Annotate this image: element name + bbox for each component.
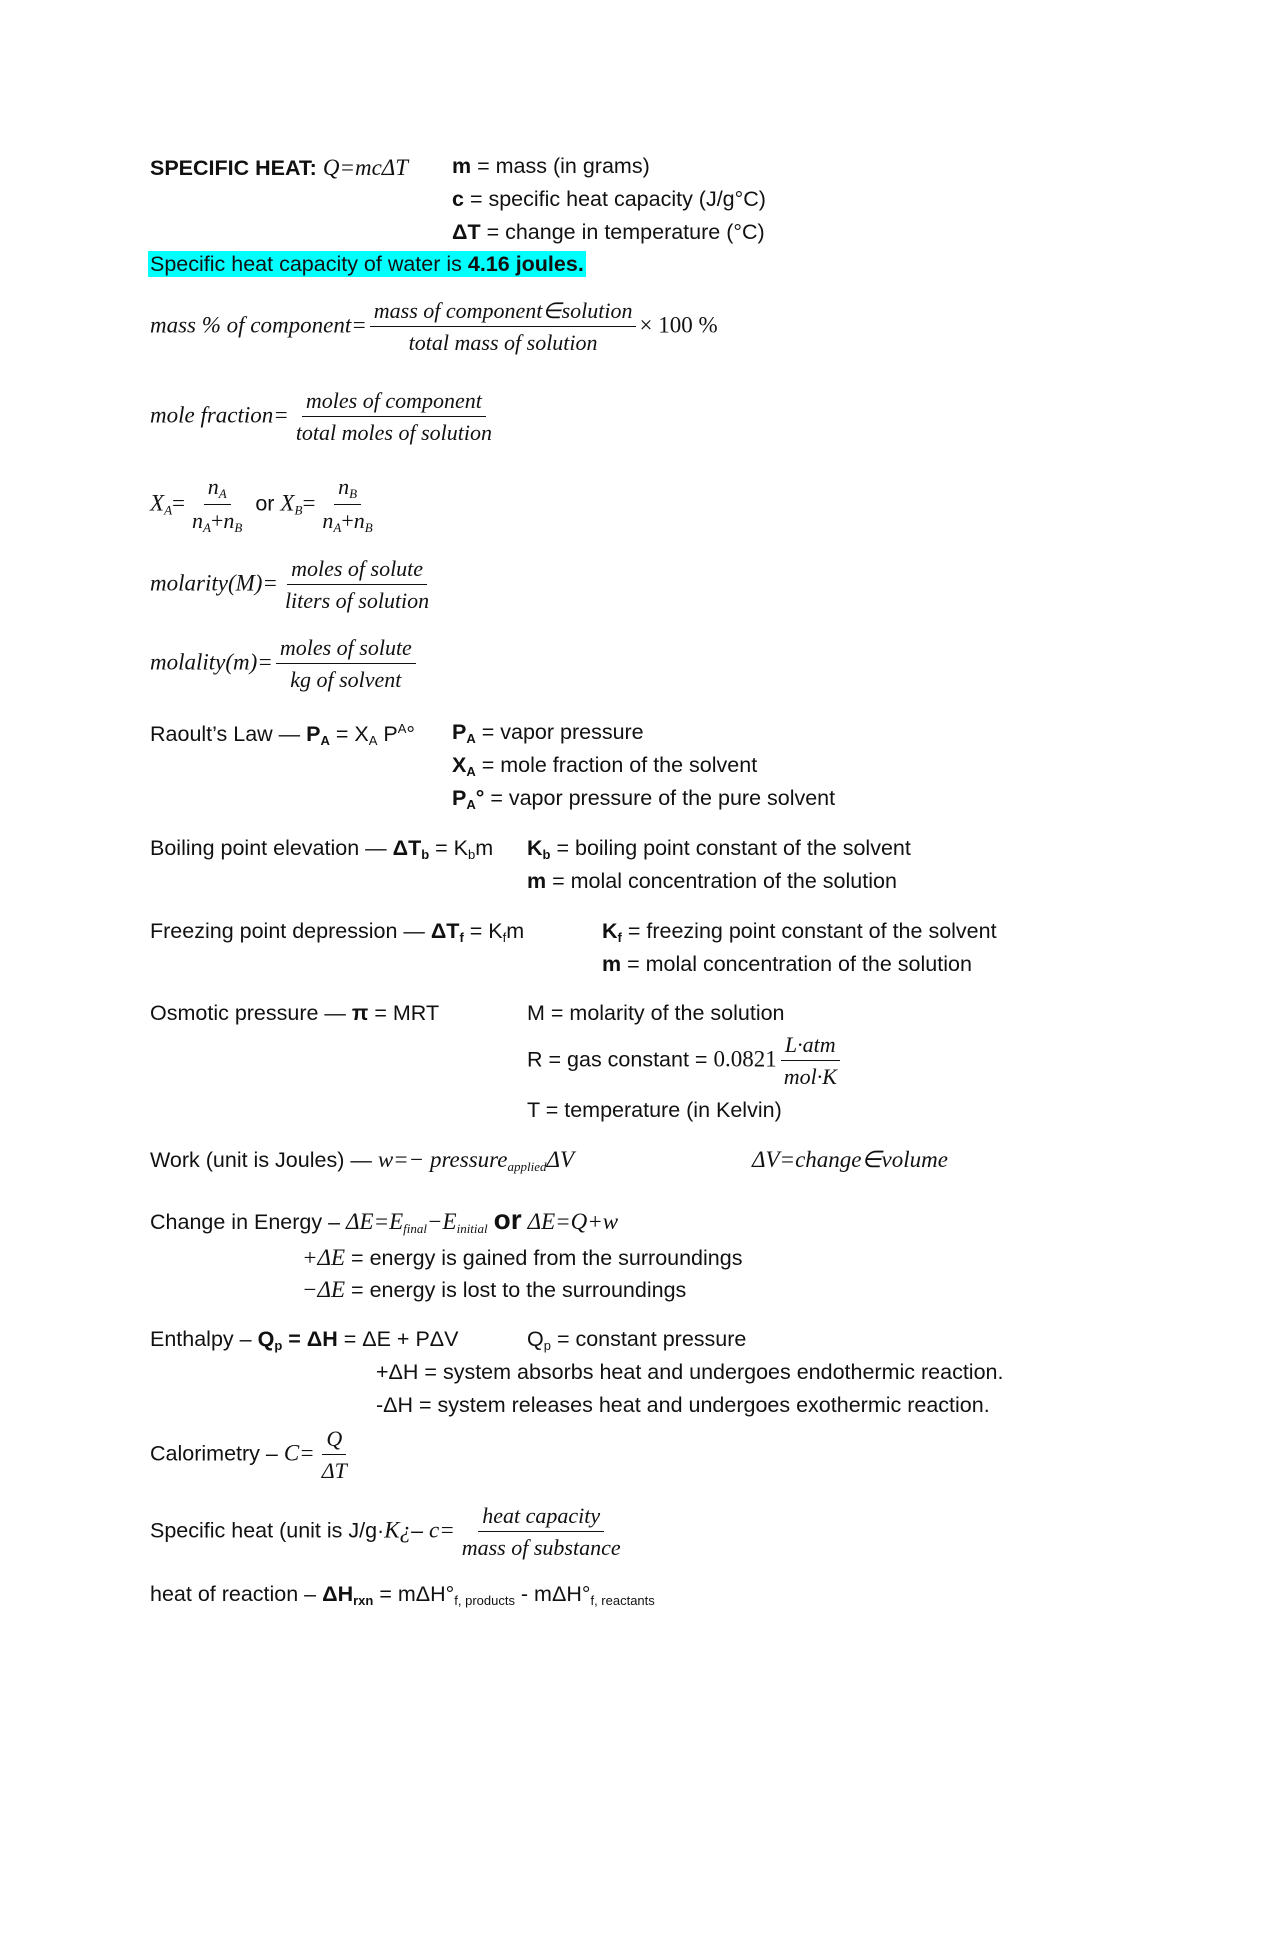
change-in-energy: Change in Energy – $\Delta E=E_{final}-E_{initial}$ or ΔE=Q+w: [150, 1204, 619, 1236]
heat-of-reaction: heat of reaction – $\Delta H_{rxn} = m\Delta H^\circ_{f, products} - m\Delta H^\circ_{f, reactants}$: [150, 1582, 655, 1608]
calorimetry: Calorimetry – C= $\frac{Q}{\Delta T}$: [150, 1426, 347, 1483]
xa-fraction: $\frac{n_A}{n_A+n_B}$: [192, 474, 243, 535]
work-def-dv: ΔV=change∈volume: [752, 1147, 948, 1172]
molarity-formula: molarity(M)= $\frac{\text{moles of solute}}{\text{liters of solution}}$: [150, 556, 430, 613]
molality-formula: molality(m)= $\frac{\text{moles of solute}}{\text{kg of solvent}}$: [150, 637, 419, 691]
raoults-law: Raoult’s Law — $P_A = X_A$ $P^A^\circ$: [150, 721, 416, 748]
enthalpy-exothermic: -ΔH = system releases heat and undergoes exothermic reaction.: [376, 1393, 990, 1417]
raoult-def-pure-vapor: $P_A^\circ$ = vapor pressure of the pure solvent: [452, 786, 836, 812]
raoult-def-mole-fraction: $X_A$ = mole fraction of the solvent: [452, 753, 758, 779]
water-heat-note: Specific heat capacity of water is 4.16 joules.: [150, 252, 584, 276]
freezing-def-kf: $K_f$ = freezing point constant of the solvent: [602, 919, 997, 945]
energy-lost: −ΔE = energy is lost to the surroundings: [302, 1277, 687, 1302]
mass-percent-formula: mass % of component= $\frac{\text{mass of component∈solution}}{\text{total mass of solution}}$ × 100 %: [150, 298, 718, 355]
energy-gained: +ΔE = energy is gained from the surroundings: [302, 1245, 743, 1270]
freezing-def-m: m = molal concentration of the solution: [602, 952, 972, 976]
boiling-def-m: m = molal concentration of the solution: [527, 869, 897, 893]
specific-heat-formula: Q=mcΔT: [322, 155, 409, 180]
def-specific-heat-capacity: c = specific heat capacity (J/g°C): [452, 187, 766, 211]
xb-fraction: $\frac{n_B}{n_A+n_B}$: [322, 474, 373, 535]
mole-fraction-fraction: $\frac{\text{moles of component}}{\text{total moles of solution}}$: [295, 388, 492, 445]
raoult-def-vapor-pressure: $P_A$ = vapor pressure: [452, 720, 644, 746]
specific-heat-heading: [150, 156, 408, 180]
def-mass: m = mass (in grams): [452, 154, 650, 178]
enthalpy: Enthalpy – $Q_p = \Delta H = \Delta E + P\Delta V$: [150, 1327, 459, 1353]
osmotic-def-r: R = gas constant = 0.0821 $\frac{\text{L·atm}}{\text{mol·K}}$: [527, 1034, 844, 1088]
boiling-point-elevation: Boiling point elevation — $\Delta T_b = K_bm$: [150, 836, 494, 862]
osmotic-def-t: T = temperature (in Kelvin): [527, 1098, 782, 1122]
osmotic-pressure: Osmotic pressure — π = MRT: [150, 1001, 440, 1025]
osmotic-def-m: M = molarity of the solution: [527, 1001, 785, 1025]
mole-fraction-xa-xb: $X_A=$ $\frac{n_A}{n_A+n_B}$ or $X_B=$ $\frac{n_B}{n_A+n_B}$: [150, 476, 380, 534]
work-formula: Work (unit is Joules) — w=− pressure$_{applied}$ΔV: [150, 1147, 575, 1174]
mole-fraction-formula: mole fraction= $\frac{\text{moles of component}}{\text{total moles of solution}}$: [150, 390, 499, 444]
enthalpy-endothermic: +ΔH = system absorbs heat and undergoes endothermic reaction.: [376, 1360, 1004, 1384]
mass-percent-fraction: $\frac{\text{mass of component∈solution}}{\text{total mass of solution}}$: [370, 300, 637, 354]
specific-heat-capacity-formula: Specific heat (unit is J/g·K¿– c= $\frac{\text{heat capacity}}{\text{mass of substance}}$: [150, 1503, 621, 1560]
specific-heat-label: SPECIFIC HEAT:: [150, 156, 317, 180]
def-delta-t: ΔT = change in temperature (°C): [452, 220, 765, 244]
boiling-def-kb: $K_b$ = boiling point constant of the solvent: [527, 836, 911, 862]
enthalpy-def-qp: $Q_p$ = constant pressure: [527, 1327, 747, 1353]
freezing-point-depression: Freezing point depression — $\Delta T_f = K_fm$: [150, 919, 525, 945]
